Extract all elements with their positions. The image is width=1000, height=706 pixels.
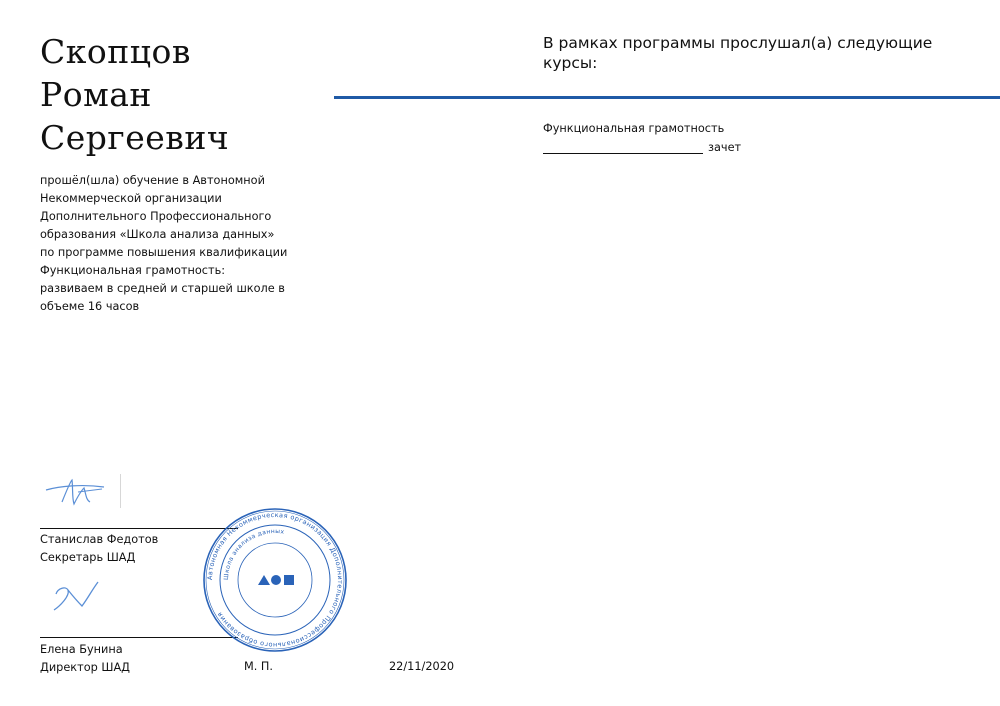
courses-heading: В рамках программы прослушал(а) следующие курсы: bbox=[543, 34, 933, 72]
course-name: Функциональная грамотность bbox=[543, 122, 725, 135]
stamp-place-label: М. П. bbox=[244, 660, 274, 673]
accent-divider bbox=[334, 96, 1000, 99]
signature-guide-mark bbox=[120, 474, 121, 508]
signatory-role-director: Директор ШАД bbox=[40, 661, 130, 674]
recipient-first-name: Роман bbox=[40, 75, 152, 114]
seal-outer-text: Автономная Некоммерческая организация Дополнительного Профессионального образования bbox=[205, 510, 345, 650]
signature-director bbox=[46, 576, 116, 616]
seal-inner-text: Школа анализа данных bbox=[222, 527, 285, 581]
recipient-surname: Скопцов bbox=[40, 32, 191, 71]
signatory-name-director: Елена Бунина bbox=[40, 643, 123, 656]
course-underline bbox=[543, 140, 703, 154]
course-result: зачет bbox=[708, 141, 742, 154]
signatory-name-secretary: Станислав Федотов bbox=[40, 533, 159, 546]
certificate-description: прошёл(шла) обучение в Автономной Некоммерческой организации Дополнительного Профессионального образования «Школа анализа данных» по программе повышения квалификации Функциональная грамотность: развиваем в средней и старшей школе в объеме 16 часов bbox=[40, 174, 288, 313]
seal-logo-icon bbox=[258, 575, 294, 585]
organization-seal bbox=[200, 505, 350, 655]
signatory-role-secretary: Секретарь ШАД bbox=[40, 551, 136, 564]
signature-secretary bbox=[42, 474, 152, 514]
recipient-patronymic: Сергеевич bbox=[40, 118, 230, 157]
issue-date: 22/11/2020 bbox=[389, 660, 455, 673]
recipient-name bbox=[40, 30, 330, 159]
